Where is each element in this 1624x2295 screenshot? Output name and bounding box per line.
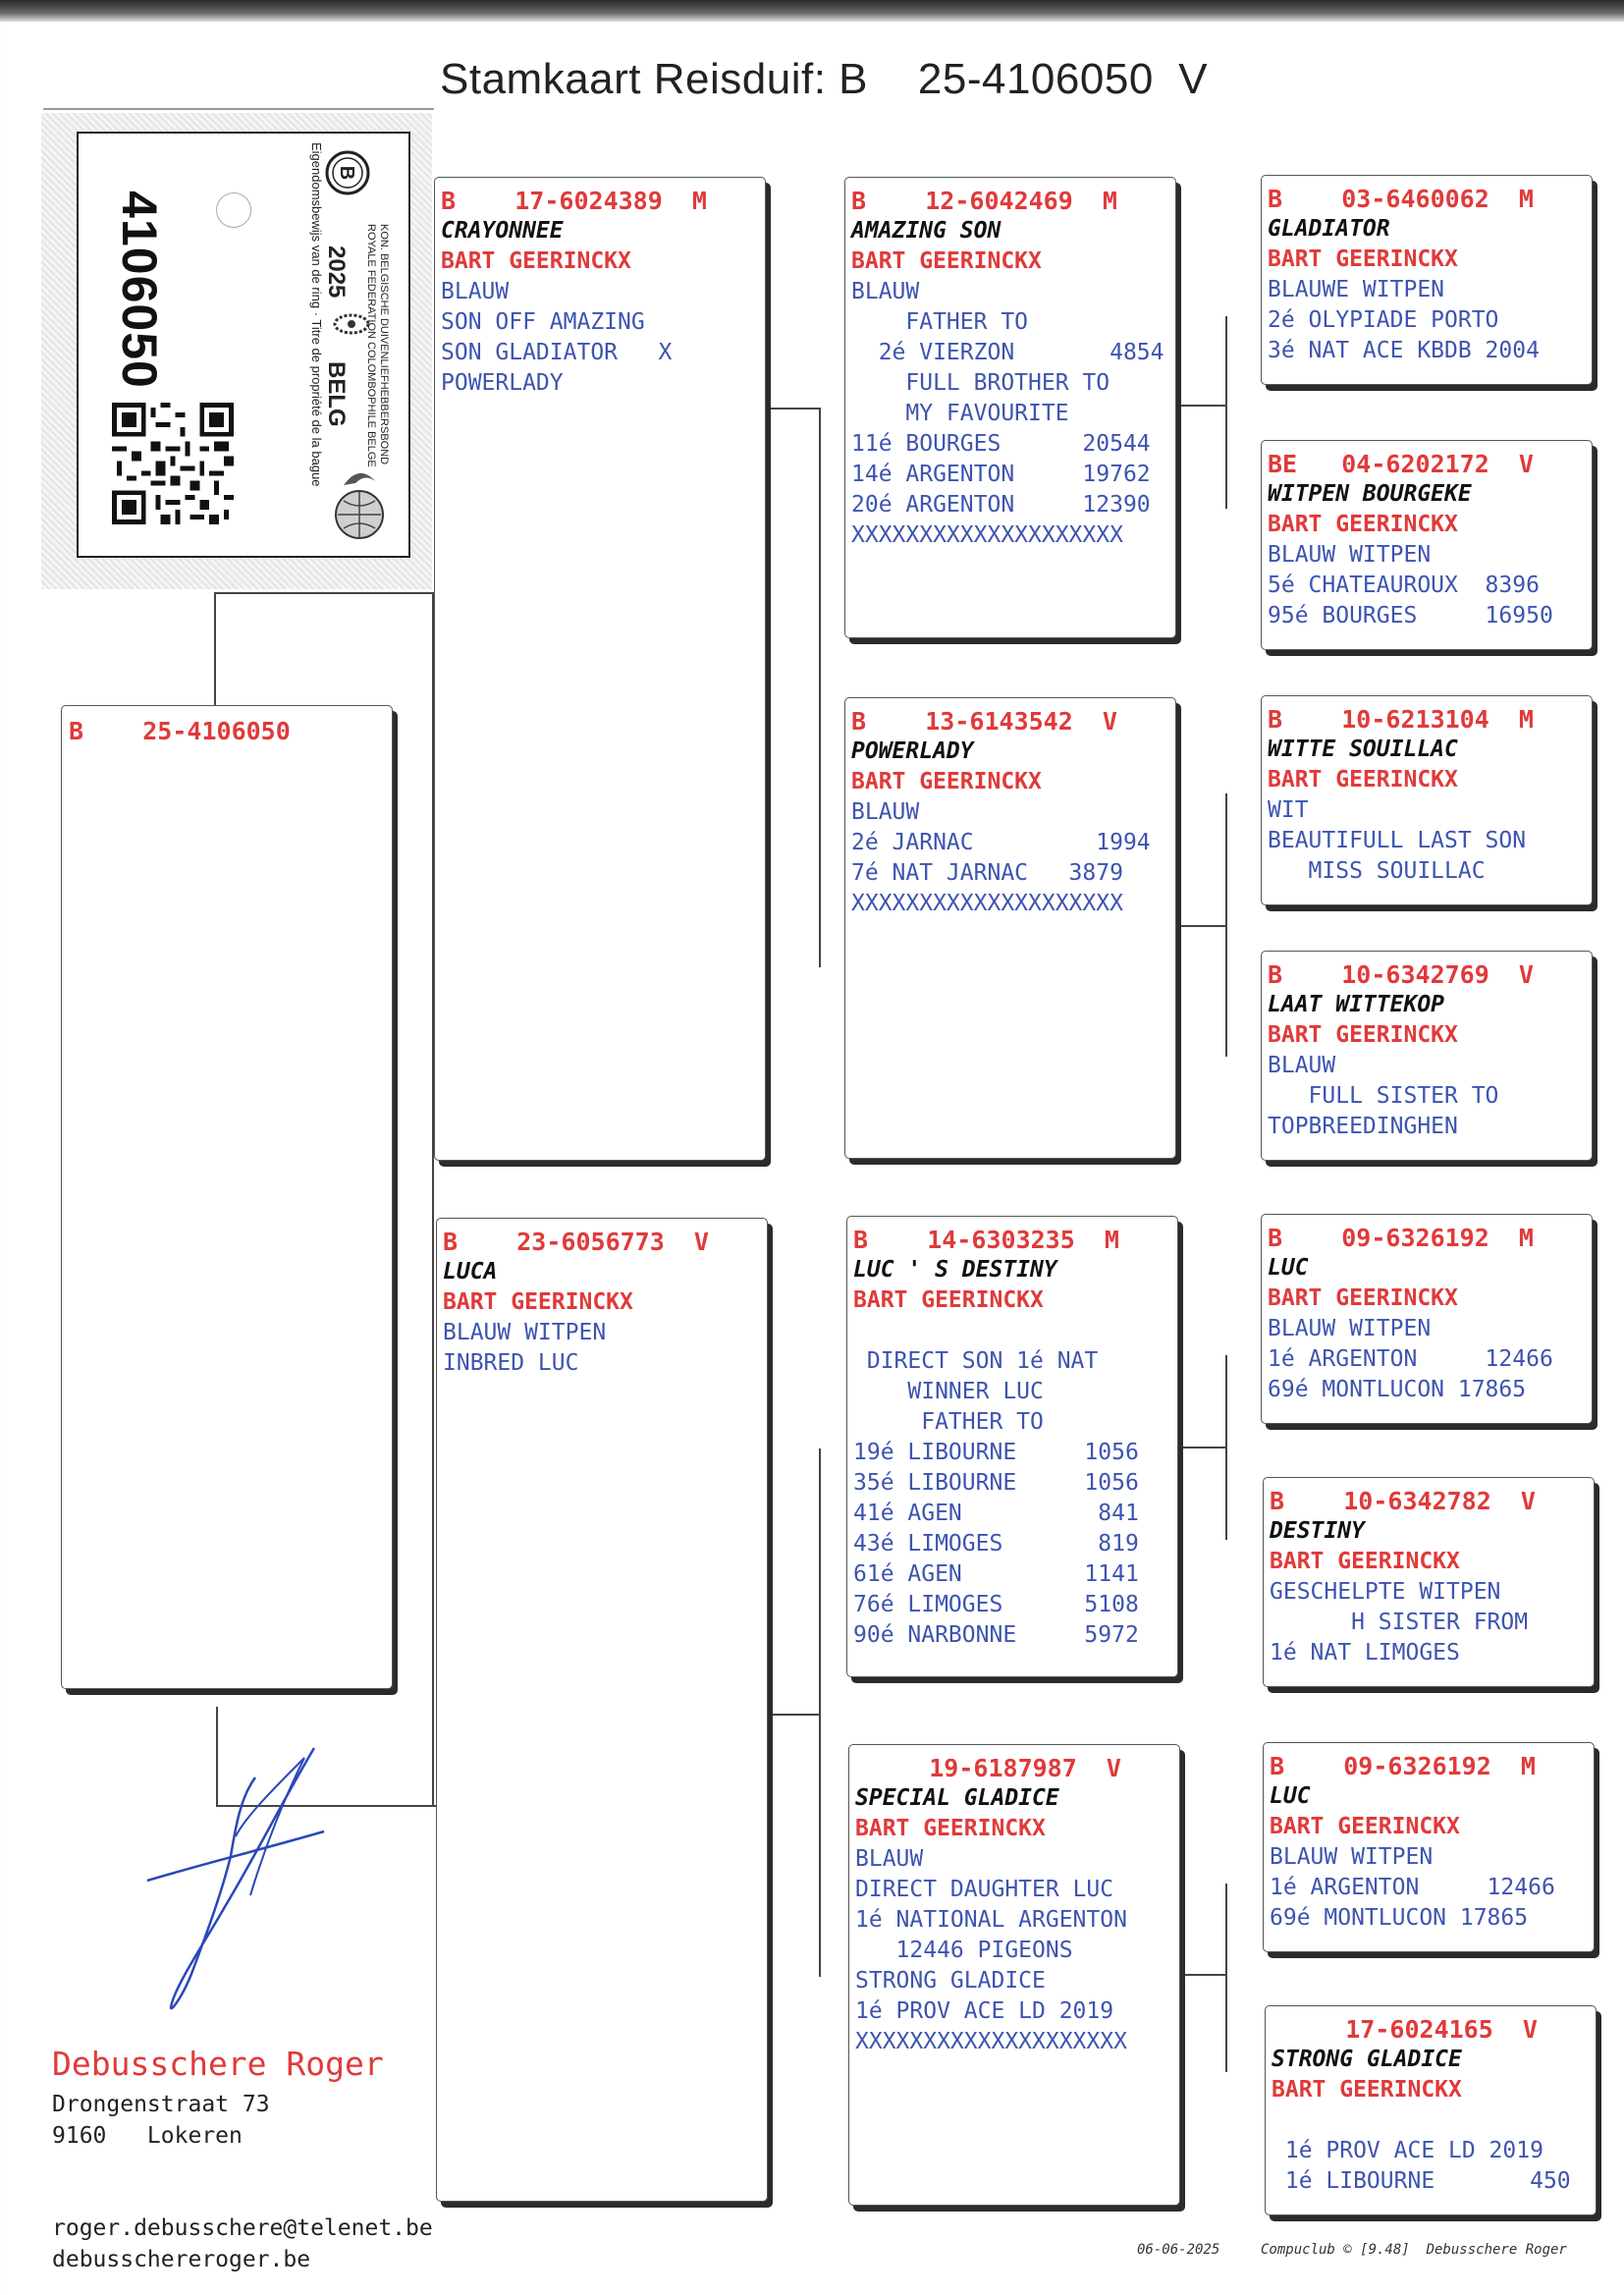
subject-header: B 25-4106050 — [69, 717, 291, 745]
breeder-name: BART GEERINCKX — [851, 769, 1042, 794]
card-line: BLAUWE WITPEN — [1268, 277, 1445, 302]
grandparent-card — [844, 697, 1176, 1159]
pigeon-name: LAAT WITTEKOP — [1268, 992, 1445, 1017]
card-line: 2é JARNAC 1994 — [851, 830, 1151, 855]
card-header: B 09-6326192 M — [1268, 1224, 1534, 1252]
pigeon-name: AMAZING SON — [851, 218, 1001, 244]
dam-card — [436, 1218, 768, 2202]
title-underline — [43, 108, 434, 110]
certificate-property-text: Eigendomsbewijs van de ring · Titre de propriété de la bague — [309, 142, 324, 487]
breeder-name: BART GEERINCKX — [855, 1816, 1046, 1841]
card-line: WINNER LUC — [853, 1379, 1044, 1404]
subject-card — [61, 705, 393, 1689]
certificate-country: BELG — [323, 361, 350, 427]
card-line: BLAUW WITPEN — [1268, 1316, 1432, 1341]
breeder-name: BART GEERINCKX — [443, 1289, 633, 1315]
card-line: DIRECT SON 1é NAT — [853, 1348, 1099, 1374]
breeder-name: BART GEERINCKX — [441, 248, 631, 274]
certificate-federation — [364, 224, 390, 467]
federation-name-nl: KON. BELGISCHE DUIVENLIEFHEBBERSBOND — [378, 224, 390, 465]
card-line: FULL SISTER TO — [1268, 1083, 1499, 1109]
card-line: XXXXXXXXXXXXXXXXXXXX — [851, 522, 1123, 548]
pigeon-name: LUC — [1270, 1783, 1311, 1809]
card-header: B 09-6326192 M — [1270, 1752, 1536, 1780]
card-line: 41é AGEN 841 — [853, 1501, 1139, 1526]
owner-name: Debusschere Roger — [52, 2045, 384, 2083]
federation-logo-icon — [324, 149, 371, 196]
card-line: BLAUW WITPEN — [1270, 1844, 1434, 1870]
great-grandparent-card — [1263, 1742, 1595, 1952]
card-line: MY FAVOURITE — [851, 401, 1069, 426]
card-line: H SISTER FROM — [1270, 1610, 1529, 1635]
card-line: STRONG GLADICE — [855, 1968, 1046, 1994]
breeder-name: BART GEERINCKX — [1268, 512, 1458, 537]
card-line: DIRECT DAUGHTER LUC — [855, 1877, 1114, 1902]
breeder-name: BART GEERINCKX — [1270, 1549, 1460, 1574]
laurel-emblem-icon — [332, 304, 371, 344]
card-line: 1é PROV ACE LD 2019 — [1272, 2138, 1543, 2163]
owner-street: Drongenstraat 73 — [52, 2092, 270, 2117]
card-line: MISS SOUILLAC — [1268, 858, 1486, 884]
card-line: 1é NAT LIMOGES — [1270, 1640, 1460, 1666]
great-grandparent-card — [1261, 951, 1593, 1161]
page-title: Stamkaart Reisduif: B 25-4106050 V — [440, 55, 1209, 103]
card-line: 1é ARGENTON 12466 — [1270, 1875, 1555, 1900]
card-line: 95é BOURGES 16950 — [1268, 603, 1553, 628]
card-line: GESCHELPTE WITPEN — [1270, 1579, 1501, 1605]
footer-software: Compuclub © [9.48] Debusschere Roger — [1261, 2242, 1567, 2258]
owner-website: debusschereroger.be — [52, 2247, 311, 2272]
breeder-name: BART GEERINCKX — [851, 248, 1042, 274]
card-line: BLAUW — [855, 1846, 924, 1872]
card-header: B 17-6024389 M — [441, 187, 707, 215]
footer-date: 06-06-2025 — [1137, 2242, 1220, 2258]
card-line: TOPBREEDINGHEN — [1268, 1114, 1458, 1139]
card-line: BLAUW — [1268, 1053, 1336, 1078]
great-grandparent-card — [1261, 440, 1593, 650]
card-line: 76é LIMOGES 5108 — [853, 1592, 1139, 1617]
card-line: 2é VIERZON 4854 — [851, 340, 1164, 365]
card-line: 90é NARBONNE 5972 — [853, 1622, 1139, 1648]
card-line: FULL BROTHER TO — [851, 370, 1110, 396]
card-header: B 10-6342769 V — [1268, 960, 1534, 989]
owner-city: 9160 Lokeren — [52, 2123, 243, 2149]
card-header: B 23-6056773 V — [443, 1228, 709, 1256]
federation-logo-letter: B — [336, 165, 357, 181]
card-line: XXXXXXXXXXXXXXXXXXXX — [851, 891, 1123, 916]
card-line: POWERLADY — [441, 370, 564, 396]
card-line: 2é OLYPIADE PORTO — [1268, 307, 1499, 333]
card-line: INBRED LUC — [443, 1350, 579, 1376]
breeder-name: BART GEERINCKX — [1268, 1285, 1458, 1311]
card-line: 11é BOURGES 20544 — [851, 431, 1151, 457]
card-line: BLAUW — [851, 799, 920, 825]
pigeon-name: LUC ' S DESTINY — [853, 1257, 1057, 1283]
certificate-ring-number: 4106050 — [112, 191, 167, 389]
pigeon-name: WITTE SOUILLAC — [1268, 737, 1458, 762]
card-line: BEAUTIFULL LAST SON — [1268, 828, 1527, 853]
breeder-name: BART GEERINCKX — [1268, 1022, 1458, 1048]
owner-email: roger.debusschere@telenet.be — [52, 2215, 433, 2241]
pigeon-name: GLADIATOR — [1268, 216, 1390, 242]
card-line: BLAUW WITPEN — [1268, 542, 1432, 568]
sire-card — [434, 177, 766, 1161]
card-header: B 03-6460062 M — [1268, 185, 1534, 213]
qr-code-icon — [112, 403, 234, 524]
breeder-name: BART GEERINCKX — [1270, 1814, 1460, 1839]
card-line: 61é AGEN 1141 — [853, 1561, 1139, 1587]
card-header: B 14-6303235 M — [853, 1226, 1119, 1254]
card-line: 1é LIBOURNE 450 — [1272, 2168, 1571, 2194]
card-line: XXXXXXXXXXXXXXXXXXXX — [855, 2029, 1127, 2054]
card-line: 14é ARGENTON 19762 — [851, 462, 1151, 487]
pigeon-name: WITPEN BOURGEKE — [1268, 481, 1472, 507]
card-line: WIT — [1268, 797, 1309, 823]
card-line: FATHER TO — [851, 309, 1029, 335]
card-line: 19é LIBOURNE 1056 — [853, 1440, 1139, 1465]
card-line: 69é MONTLUCON 17865 — [1270, 1905, 1529, 1931]
grandparent-card — [846, 1216, 1178, 1677]
card-line: BLAUW WITPEN — [443, 1320, 607, 1345]
globe-emblem-icon — [330, 460, 387, 552]
card-line: 1é ARGENTON 12466 — [1268, 1346, 1553, 1372]
great-grandparent-card — [1265, 2005, 1597, 2215]
card-line: SON OFF AMAZING — [441, 309, 645, 335]
scan-top-edge — [0, 0, 1624, 22]
breeder-name: BART GEERINCKX — [1272, 2077, 1462, 2103]
card-header: B 13-6143542 V — [851, 707, 1117, 736]
card-line: 12446 PIGEONS — [855, 1938, 1073, 1963]
pigeon-name: SPECIAL GLADICE — [855, 1785, 1059, 1811]
great-grandparent-card — [1263, 1477, 1595, 1687]
card-line: 1é NATIONAL ARGENTON — [855, 1907, 1127, 1933]
card-line: 3é NAT ACE KBDB 2004 — [1268, 338, 1540, 363]
card-line: 35é LIBOURNE 1056 — [853, 1470, 1139, 1496]
pigeon-name: LUCA — [443, 1259, 498, 1284]
great-grandparent-card — [1261, 175, 1593, 385]
card-header: 19-6187987 V — [855, 1754, 1121, 1782]
pigeon-name: POWERLADY — [851, 738, 974, 764]
signature-icon — [137, 1738, 344, 2013]
card-line: 1é PROV ACE LD 2019 — [855, 1998, 1114, 2024]
federation-name-fr: ROYALE FEDERATION COLOMBOPHILE BELGE — [365, 224, 377, 467]
card-line: SON GLADIATOR X — [441, 340, 673, 365]
card-header: 17-6024165 V — [1272, 2015, 1538, 2044]
card-line: BLAUW — [441, 279, 510, 304]
grandparent-card — [848, 1744, 1180, 2206]
card-header: B 12-6042469 M — [851, 187, 1117, 215]
card-line: 43é LIMOGES 819 — [853, 1531, 1139, 1557]
card-header: BE 04-6202172 V — [1268, 450, 1534, 478]
great-grandparent-card — [1261, 1214, 1593, 1424]
card-line: BLAUW — [851, 279, 920, 304]
card-header: B 10-6213104 M — [1268, 705, 1534, 734]
pigeon-name: LUC — [1268, 1255, 1309, 1281]
great-grandparent-card — [1261, 695, 1593, 905]
card-line: 69é MONTLUCON 17865 — [1268, 1377, 1527, 1402]
card-line: 20é ARGENTON 12390 — [851, 492, 1151, 518]
breeder-name: BART GEERINCKX — [853, 1287, 1044, 1313]
card-line: 5é CHATEAUROUX 8396 — [1268, 573, 1540, 598]
pigeon-name: DESTINY — [1270, 1518, 1365, 1544]
breeder-name: BART GEERINCKX — [1268, 246, 1458, 272]
pigeon-name: STRONG GLADICE — [1272, 2047, 1462, 2072]
card-header: B 10-6342782 V — [1270, 1487, 1536, 1515]
breeder-name: BART GEERINCKX — [1268, 767, 1458, 792]
punch-hole — [216, 192, 251, 228]
card-line: 7é NAT JARNAC 3879 — [851, 860, 1123, 886]
pigeon-name: CRAYONNEE — [441, 218, 564, 244]
certificate-year: 2025 — [323, 246, 350, 299]
grandparent-card — [844, 177, 1176, 638]
card-line: FATHER TO — [853, 1409, 1044, 1435]
